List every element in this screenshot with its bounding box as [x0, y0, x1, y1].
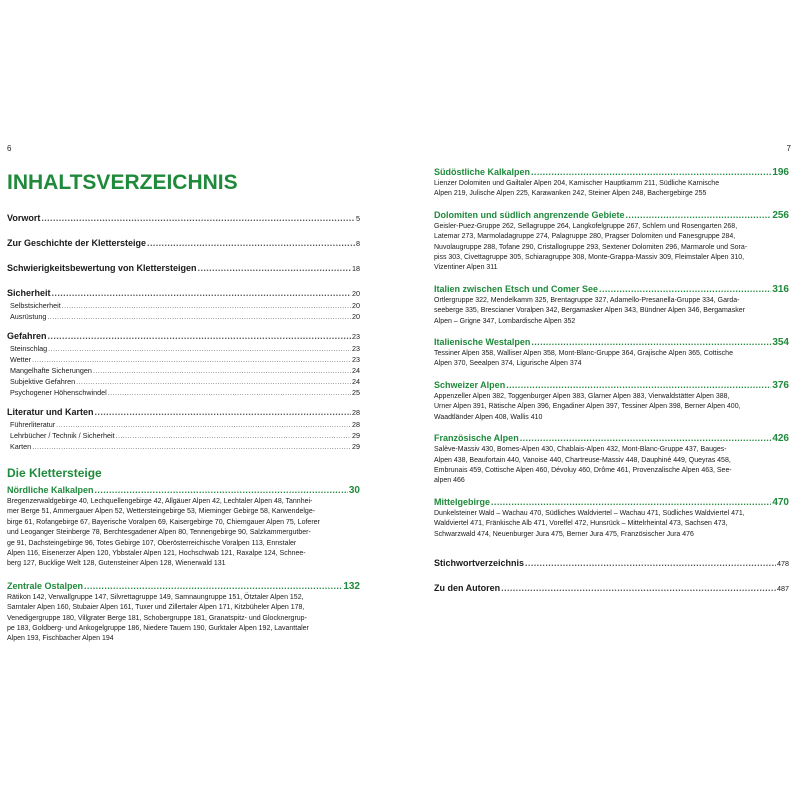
desc-line: pe 183, Goldberg- und Ankogelgruppe 186, Niedere Tauern 190, Gurktaler Alpen 192, Lavanttaler	[7, 625, 309, 633]
entry-label: Steinschlag	[10, 344, 48, 353]
leader-dots	[93, 365, 351, 376]
entry-page: 20	[352, 312, 360, 321]
entry-page: 29	[352, 431, 360, 440]
entry-page: 20	[352, 289, 360, 298]
desc-line: Latemar 273, Marmoladagruppe 274, Palagruppe 280, Pragser Dolomiten und Fanesgruppe 284,	[434, 233, 736, 241]
desc-line: Embrunais 459, Cottische Alpen 460, Dévoluy 460, Drôme 461, Provenzalische Alpen 463, See-	[434, 466, 732, 474]
entry-page: 25	[352, 388, 360, 397]
entry-label: Selbstsicherheit	[10, 301, 61, 310]
region-label: Zentrale Ostalpen	[7, 580, 84, 591]
desc-line: Waadtländer Alpen 408, Wallis 410	[434, 413, 543, 421]
region-label: Französische Alpen	[434, 433, 519, 444]
region-label: Dolomiten und südlich angrenzende Gebiete	[434, 209, 625, 220]
toc-subentry[interactable]	[7, 343, 360, 354]
entry-label: Ausrüstung	[10, 312, 47, 321]
desc-line: piss 303, Civettagruppe 305, Schiaragruppe 308, Monte-Grappa-Massiv 309, Fleimstaler Alpen 310,	[434, 254, 745, 262]
desc-line: Geisler-Puez-Gruppe 262, Sellagruppe 264, Langkofelgruppe 267, Schlern und Rosengarten 268,	[434, 222, 738, 230]
region-page: 256	[772, 209, 789, 221]
entry-label: Stichwortverzeichnis	[434, 557, 525, 568]
leader-dots	[84, 580, 342, 592]
leader-dots	[491, 496, 771, 508]
desc-line: Ortlergruppe 322, Mendelkamm 325, Brentagruppe 327, Adamello-Presanella-Gruppe 334, Garda-	[434, 296, 740, 304]
desc-line: alpen 466	[434, 477, 465, 485]
entry-label: Literatur und Karten	[7, 407, 94, 417]
leader-dots	[48, 330, 351, 342]
leader-dots	[95, 484, 348, 496]
region-label: Schweizer Alpen	[434, 379, 506, 390]
toc-subentry[interactable]	[7, 387, 360, 398]
leader-dots	[32, 441, 351, 452]
leader-dots	[599, 283, 771, 295]
toc-region-franzoesische-alpen[interactable]	[434, 432, 789, 445]
entry-page: 28	[352, 408, 360, 417]
left-page	[0, 0, 397, 795]
desc-line: Rätikon 142, Verwallgruppe 147, Silvrettagruppe 149, Samnaungruppe 151, Ötztaler Alpen 152,	[7, 593, 304, 601]
region-description	[7, 593, 360, 645]
leader-dots	[56, 419, 351, 430]
desc-line: Vizentiner Alpen 311	[434, 264, 498, 272]
desc-line: Alpen 438, Beaufortain 440, Vanoise 440, Chartreuse-Massiv 448, Dauphiné 449, Queyras 458,	[434, 456, 731, 464]
leader-dots	[52, 287, 351, 299]
entry-label: Gefahren	[7, 331, 47, 341]
region-description	[434, 392, 789, 423]
entry-label: Zu den Autoren	[434, 582, 501, 593]
toc-entry-sicherheit[interactable]	[7, 287, 360, 300]
entry-label: Wetter	[10, 355, 32, 364]
toc-entry-autoren[interactable]	[434, 582, 789, 595]
section-heading: Die Klettersteige	[7, 466, 102, 480]
leader-dots	[116, 430, 351, 441]
leader-dots	[108, 387, 351, 398]
desc-line: Alpen 116, Eisenerzer Alpen 120, Ybbstaler Alpen 121, Hochschwab 121, Raxalpe 124, Schnee-	[7, 550, 306, 558]
region-description	[434, 445, 789, 487]
leader-dots	[520, 432, 772, 444]
desc-line: Alpen – Grigne 347, Lombardische Alpen 352	[434, 317, 576, 325]
entry-label: Lehrbücher / Technik / Sicherheit	[10, 431, 115, 440]
desc-line: Salève-Massiv 430, Bornes-Alpen 430, Chablais-Alpen 432, Mont-Blanc-Gruppe 437, Bauges-	[434, 446, 727, 454]
desc-line: Waldviertel 471, Fränkische Alb 471, Vorelfel 472, Hunsrück – Mittelrheintal 473, Sachsen 473,	[434, 520, 728, 528]
desc-line: Tessiner Alpen 358, Walliser Alpen 358, Mont-Blanc-Gruppe 364, Grajische Alpen 365, Cottische	[434, 350, 733, 358]
region-page: 426	[772, 433, 789, 445]
region-description	[7, 497, 360, 570]
leader-dots	[48, 343, 351, 354]
entry-label: Mangelhafte Sicherungen	[10, 366, 92, 375]
entry-page: 24	[352, 366, 360, 375]
region-label: Nördliche Kalkalpen	[7, 485, 94, 495]
toc-region-schweizer-alpen[interactable]	[434, 379, 789, 392]
region-description	[434, 509, 789, 540]
region-page: 354	[772, 337, 789, 349]
entry-label: Sicherheit	[7, 288, 51, 298]
desc-line: Alpen 193, Fischbacher Alpen 194	[7, 635, 114, 643]
right-page	[398, 0, 795, 795]
entry-page: 487	[777, 583, 789, 593]
desc-line: ge 91, Dachsteingebirge 96, Totes Gebirge 107, Oberösterreichische Voralpen 113, Ennstaler	[7, 539, 297, 547]
left-toc-column	[7, 171, 360, 655]
entry-page: 23	[352, 344, 360, 353]
toc-entry-stichwortverzeichnis[interactable]	[434, 557, 789, 570]
region-page: 132	[343, 580, 360, 592]
desc-line: Sarntaler Alpen 160, Stubaier Alpen 161, Tuxer und Zillertaler Alpen 171, Kitzbüheler Alpen 178,	[7, 604, 305, 612]
left-page-number: 6	[7, 144, 12, 153]
toc-subentry[interactable]	[7, 430, 360, 441]
toc-region-mittelgebirge[interactable]	[434, 496, 789, 509]
leader-dots	[531, 166, 771, 178]
entry-page: 20	[352, 301, 360, 310]
desc-line: Urner Alpen 391, Rätische Alpen 396, Engadiner Alpen 397, Tessiner Alpen 398, Berner Alpen 400,	[434, 403, 741, 411]
region-page: 470	[772, 496, 789, 508]
region-page: 30	[348, 485, 360, 496]
region-description	[434, 179, 789, 200]
entry-label: Psychogener Höhenschwindel	[10, 388, 107, 397]
leader-dots	[62, 300, 351, 311]
toc-subentry[interactable]	[7, 365, 360, 376]
region-label: Südöstliche Kalkalpen	[434, 167, 531, 177]
region-description	[434, 296, 789, 327]
entry-label: Subjektive Gefahren	[10, 377, 76, 386]
leader-dots	[501, 582, 776, 594]
right-toc-column	[434, 166, 789, 595]
desc-line: Bregenzerwaldgebirge 40, Lechquellengebirge 42, Allgäuer Alpen 42, Lechtaler Alpen 48, Tannhei-	[7, 498, 313, 505]
desc-line: Dunkelsteiner Wald – Wachau 470, Südliches Waldviertel – Wachau 471, Südliches Waldviertel 471,	[434, 509, 745, 517]
desc-line: Lienzer Dolomiten und Gailtaler Alpen 204, Karnischer Hauptkamm 211, Südliche Karnische	[434, 180, 720, 187]
desc-line: seeberge 335, Brescianer Voralpen 342, Bergamasker Alpen 343, Bündner Alpen 346, Bergamasker	[434, 307, 745, 315]
entry-page: 478	[777, 558, 789, 568]
entry-page: 23	[352, 332, 360, 341]
region-label: Mittelgebirge	[434, 496, 491, 507]
region-label: Italienische Westalpen	[434, 337, 531, 348]
leader-dots	[506, 379, 771, 391]
leader-dots	[626, 209, 772, 221]
right-page-number: 7	[786, 144, 791, 153]
desc-line: mer Berge 51, Ammergauer Alpen 52, Wettersteingebirge 53, Mieminger Gebirge 58, Karwendelge-	[7, 508, 316, 516]
leader-dots	[95, 406, 351, 418]
toc-region-italien-etsch-comer-see[interactable]	[434, 283, 789, 296]
leader-dots	[531, 336, 771, 348]
toc-entry-schwierigkeit[interactable]	[7, 262, 360, 275]
entry-page: 28	[352, 420, 360, 429]
region-page: 376	[772, 379, 789, 391]
desc-line: Schwarzwald 474, Neuenburger Jura 475, Berner Jura 475, Französischer Jura 476	[434, 530, 694, 538]
leader-dots	[525, 557, 776, 569]
toc-subentry[interactable]	[7, 300, 360, 311]
toc-region-zentrale-ostalpen[interactable]	[7, 580, 360, 593]
desc-line: Alpen 370, Seealpen 374, Ligurische Alpen 374	[434, 360, 582, 368]
leader-dots	[47, 311, 351, 322]
desc-line: berg 127, Bucklige Welt 128, Gutensteiner Alpen 128, Wienerwald 131	[7, 560, 226, 568]
toc-subentry[interactable]	[7, 311, 360, 322]
entry-page: 29	[352, 442, 360, 451]
entry-label: Zur Geschichte der Klettersteige	[7, 238, 147, 248]
desc-line: Venedigergruppe 180, Villgrater Berge 181, Schobergruppe 181, Granatspitz- und Glocknergrup-	[7, 614, 307, 622]
toc-subentry[interactable]	[7, 441, 360, 452]
desc-line: Nuvolaugruppe 288, Tofane 290, Cristallogruppe 293, Sextener Dolomiten 296, Marmarole und Sora-	[434, 243, 748, 251]
entry-page: 8	[356, 239, 360, 248]
leader-dots	[147, 237, 355, 249]
desc-line: Appenzeller Alpen 382, Toggenburger Alpen 383, Glarner Alpen 383, Vierwaldstätter Alpen 388,	[434, 392, 730, 400]
toc-entry-vorwort[interactable]	[7, 212, 360, 225]
toc-subentry[interactable]	[7, 419, 360, 430]
entry-label: Karten	[10, 442, 32, 451]
toc-entry-literatur[interactable]	[7, 406, 360, 419]
leader-dots	[198, 262, 351, 274]
region-page: 316	[772, 283, 789, 295]
toc-region-dolomiten[interactable]	[434, 209, 789, 222]
entry-page: 18	[352, 264, 360, 273]
toc-title: INHALTSVERZEICHNIS	[7, 171, 238, 194]
entry-label: Schwierigkeitsbewertung von Klettersteigen	[7, 263, 197, 273]
toc-region-noerdliche-kalkalpen[interactable]	[7, 484, 360, 497]
entry-label: Vorwort	[7, 213, 41, 223]
entry-page: 5	[356, 214, 360, 223]
entry-page: 23	[352, 355, 360, 364]
region-description	[434, 349, 789, 370]
toc-entry-geschichte[interactable]	[7, 237, 360, 250]
toc-subentry[interactable]	[7, 354, 360, 365]
region-page: 196	[772, 167, 789, 178]
toc-subentry[interactable]	[7, 376, 360, 387]
desc-line: und Leoganger Steinberge 78, Berchtesgadener Alpen 80, Tennengebirge 90, Salzkammergutber-	[7, 529, 311, 537]
region-description	[434, 222, 789, 274]
region-label: Italien zwischen Etsch und Comer See	[434, 283, 599, 294]
leader-dots	[41, 212, 355, 224]
entry-page: 24	[352, 377, 360, 386]
leader-dots	[32, 354, 351, 365]
entry-label: Führerliteratur	[10, 420, 56, 429]
desc-line: Alpen 219, Julische Alpen 225, Karawanken 242, Steiner Alpen 248, Bachergebirge 255	[434, 190, 707, 198]
leader-dots	[76, 376, 351, 387]
toc-region-italienische-westalpen[interactable]	[434, 336, 789, 349]
toc-region-suedoestliche-kalkalpen[interactable]	[434, 166, 789, 179]
desc-line: birge 61, Rofangebirge 67, Bayerische Voralpen 69, Kaisergebirge 70, Chiemgauer Alpen 75, Loferer	[7, 518, 320, 526]
toc-entry-gefahren[interactable]	[7, 330, 360, 343]
